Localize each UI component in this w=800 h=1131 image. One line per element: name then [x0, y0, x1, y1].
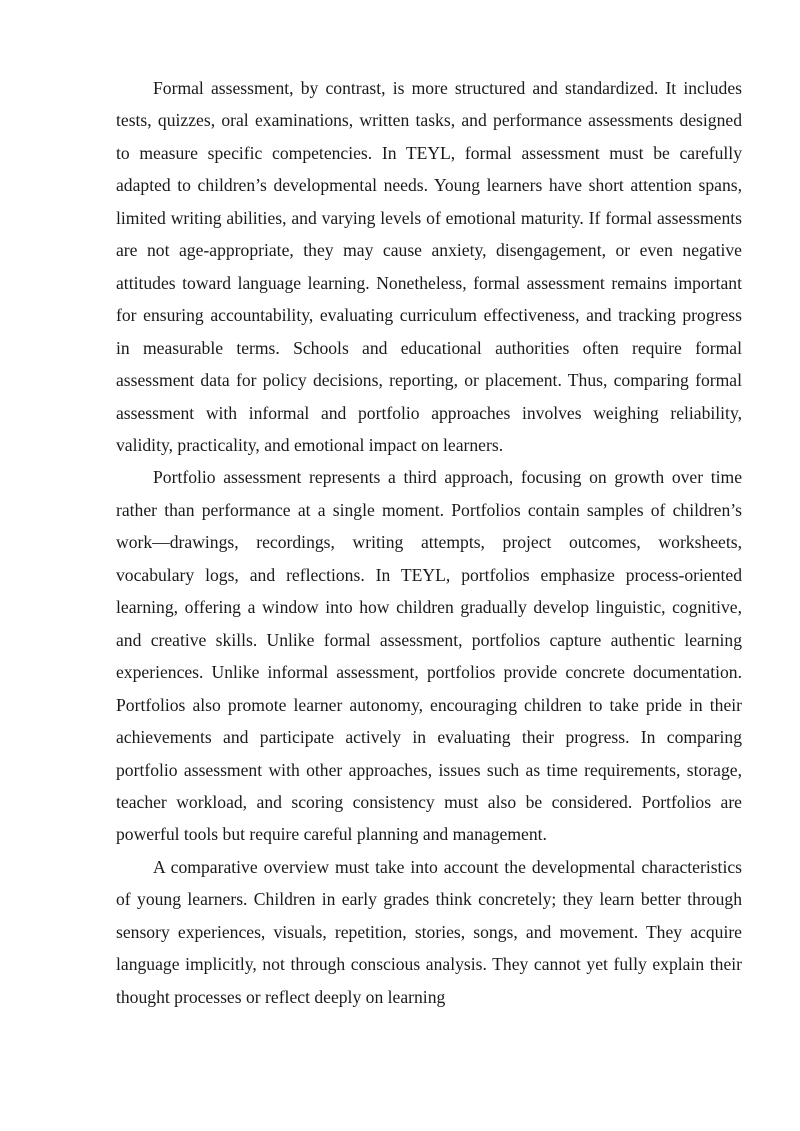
- body-text: [116, 72, 742, 1013]
- paragraph-portfolio-assessment: Portfolio assessment represents a third approach, focusing on growth over time rather than performance at a single moment. Portfolios contain samples of children’s work—drawings, recordings, writing attempts, project outcomes, worksheets, vocabulary logs, and reflections. In TEYL, portfolios emphasize process-oriented learning, offering a window into how children gradually develop linguistic, cognitive, and creative skills. Unlike formal assessment, portfolios capture authentic learning experiences. Unlike informal assessment, portfolios provide concrete documentation. Portfolios also promote learner autonomy, encouraging children to take pride in their achievements and participate actively in evaluating their progress. In comparing portfolio assessment with other approaches, issues such as time requirements, storage, teacher workload, and scoring consistency must also be considered. Portfolios are powerful tools but require careful planning and management.: [116, 467, 742, 845]
- paragraph-formal-assessment: Formal assessment, by contrast, is more structured and standardized. It includes tests, quizzes, oral examinations, written tasks, and performance assessments designed to measure specific competencies. In TEYL, formal assessment must be carefully adapted to children’s developmental needs. Young learners have short attention spans, limited writing abilities, and varying levels of emotional maturity. If formal assessments are not age-appropriate, they may cause anxiety, disengagement, or even negative attitudes toward language learning. Nonetheless, formal assessment remains important for ensuring accountability, evaluating curriculum effectiveness, and tracking progress in measurable terms. Schools and educational authorities often require formal assessment data for policy decisions, reporting, or placement. Thus, comparing formal assessment with informal and portfolio approaches involves weighing reliability, validity, practicality, and emotional impact on learners.: [116, 78, 742, 455]
- paragraph-comparative-overview: A comparative overview must take into account the developmental characteristics of young learners. Children in early grades think concretely; they learn better through sensory experiences, visuals, repetition, stories, songs, and movement. They acquire language implicitly, not through conscious analysis. They cannot yet fully explain their thought processes or reflect deeply on learning: [116, 856, 742, 1007]
